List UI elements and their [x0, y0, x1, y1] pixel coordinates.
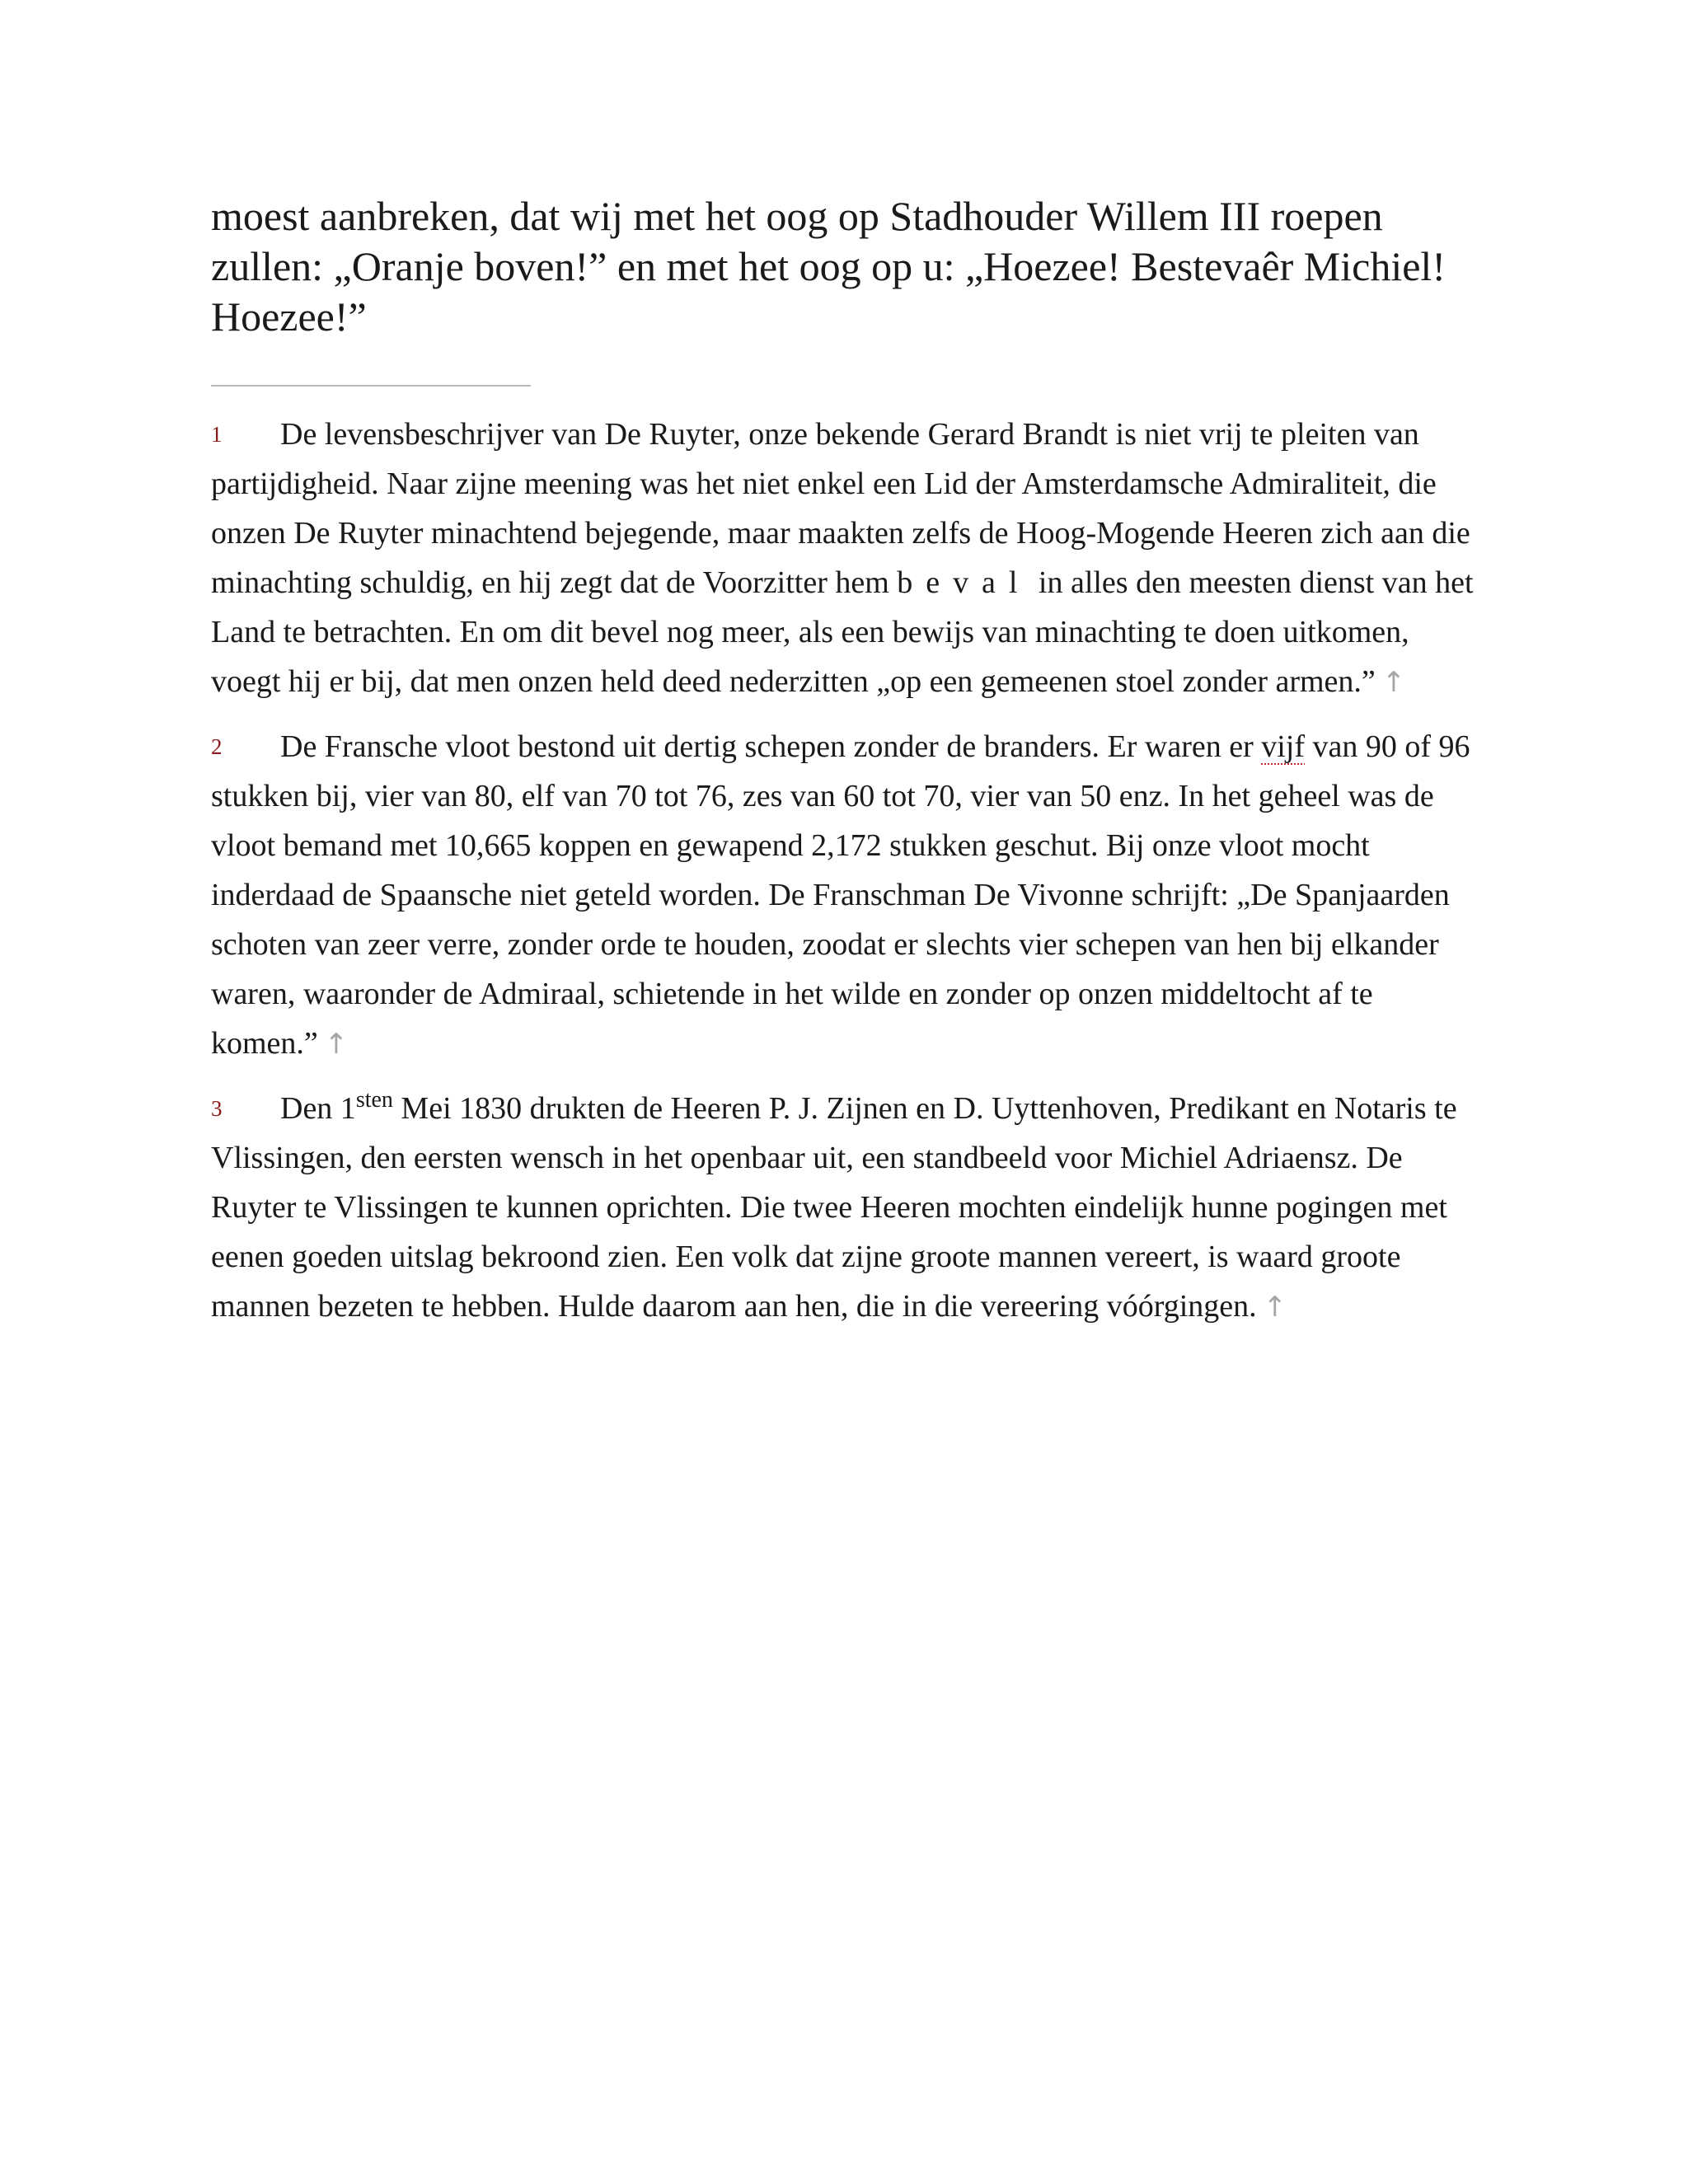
- footnote-number-link[interactable]: 2: [211, 734, 223, 759]
- body-paragraph: moest aanbreken, dat wij met het oog op Stadhouder Willem III roepen zullen: „Oranje boven!” en met het oog op u: „Hoezee! Bestevaêr Michiel! Hoezee!”: [211, 193, 1446, 340]
- footnote-text: De Fransche vloot bestond uit dertig schepen zonder de branders. Er waren er: [280, 729, 1262, 764]
- up-arrow-icon[interactable]: ↑: [1263, 1291, 1287, 1324]
- ordinal-superscript: sten: [355, 1087, 393, 1113]
- footnotes-section: [211, 410, 1477, 1332]
- emphasized-spaced-word: beval: [897, 565, 1031, 600]
- footnote-text: Den 1: [280, 1091, 356, 1126]
- spellcheck-marked-word: vijf: [1261, 729, 1306, 764]
- footnote-text: in alles den meesten dienst van het Land te betrachten. En om dit bevel nog meer, als een bewijs van minachting te doen uitkomen, voegt hij er bij, dat men onzen held deed nederzitten „op een gemeenen stoel zonder armen.”: [211, 565, 1474, 699]
- footnote-1: [211, 410, 1477, 707]
- footnote-2: [211, 722, 1477, 1069]
- up-arrow-icon[interactable]: ↑: [1381, 666, 1406, 699]
- footnote-text: De levensbeschrijver van De Ruyter, onze bekende Gerard Brandt is niet vrij te pleiten van partijdigheid. Naar zijne meening was het niet enkel een Lid der Amsterdamsche Admiraliteit, die onzen De Ruyter minachtend bejegende, maar maakten zelfs de Hoog-Mogende Heeren zich aan die minachting schuldig, en hij zegt dat de Voorzitter hem: [211, 417, 1470, 600]
- footnote-text: Mei 1830 drukten de Heeren P. J. Zijnen en D. Uyttenhoven, Predikant en Notaris te Vlissingen, den eersten wensch in het openbaar uit, een standbeeld voor Michiel Adriaensz. De Ruyter te Vlissingen te kunnen oprichten. Die twee Heeren mochten eindelijk hunne pogingen met eenen goeden uitslag bekroond zien. Een volk dat zijne groote mannen vereert, is waard groote mannen bezeten te hebben. Hulde daarom aan hen, die in die vereering vóórgingen.: [211, 1091, 1457, 1324]
- up-arrow-icon[interactable]: ↑: [324, 1028, 349, 1061]
- footnote-number-link[interactable]: 1: [211, 422, 223, 447]
- footnote-3: [211, 1084, 1477, 1332]
- footnote-text: van 90 of 96 stukken bij, vier van 80, elf van 70 tot 76, zes van 60 tot 70, vier van 50 enz. In het geheel was de vloot bemand met 10,665 koppen en gewapend 2,172 stukken geschut. Bij onze vloot mocht inderdaad de Spaansche niet geteld worden. De Franschman De Vivonne schrijft: „De Spanjaarden schoten van zeer verre, zonder orde te houden, zoodat er slechts vier schepen van hen bij elkander waren, waaronder de Admiraal, schietende in het wilde en zonder op onzen middeltocht af te komen.”: [211, 729, 1470, 1061]
- footnote-number-link[interactable]: 3: [211, 1096, 223, 1121]
- document-page: [211, 191, 1477, 1347]
- footnote-separator: [211, 385, 531, 387]
